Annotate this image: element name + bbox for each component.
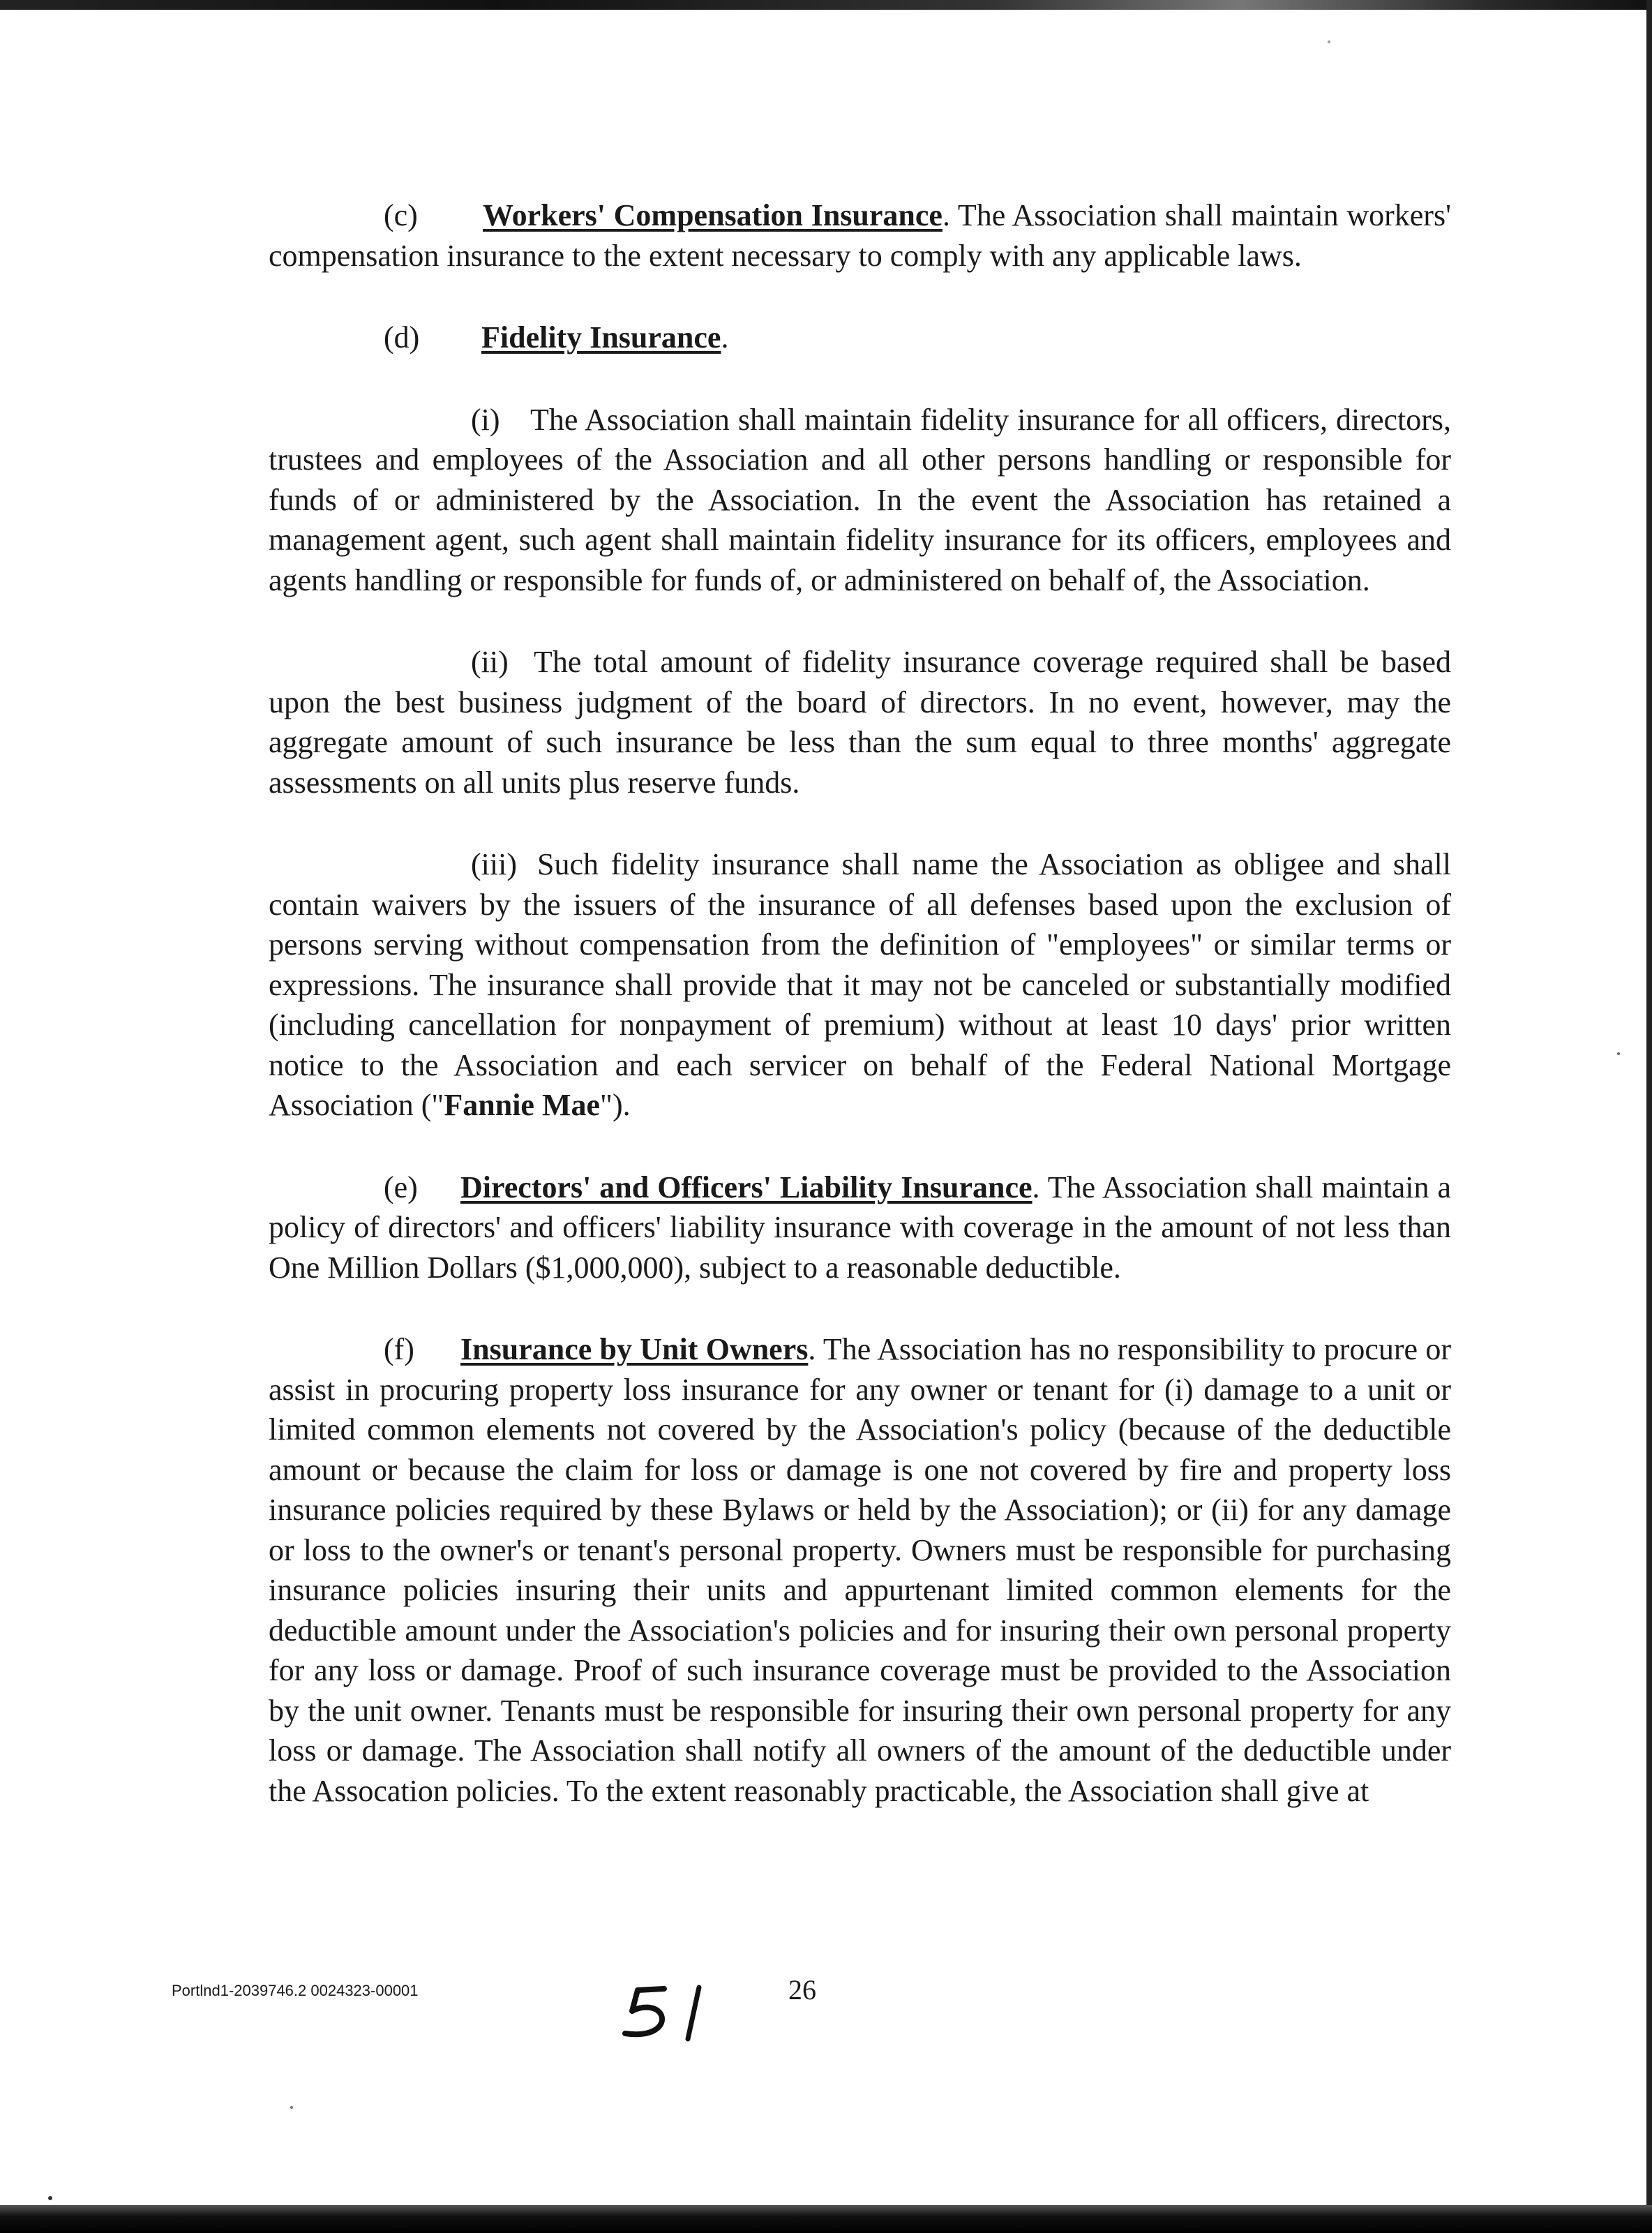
paragraph-f <box>269 1329 1451 1811</box>
paragraph-text: . The Association has no responsibility to procure or assist in procuring property loss insurance for any owner or tenant for (i) damage to a unit or limited common elements not covered by the Association's policy (because of the deductible amount or because the claim for loss or damage is one not covered by fire and property loss insurance policies required by these Bylaws or held by the Association); or (ii) for any damage or loss to the owner's or tenant's personal property. Owners must be responsible for purchasing insurance policies insuring their units and appurtenant limited common elements for the deductible amount under the Association's policies and for insuring their own personal property for any loss or damage. Proof of such insurance coverage must be provided to the Association by the unit owner. Tenants must be responsible for insuring their own personal property for any loss or damage. The Association shall notify all owners of the amount of the deductible under the Assocation policies. To the extent reasonably practicable, the Association shall give at <box>269 1332 1451 1808</box>
document-body <box>269 195 1451 1811</box>
paragraph-c <box>269 195 1451 276</box>
paragraph-text: . The Association shall maintain workers' compensation insurance to the extent necessary to comply with any applicable laws. <box>269 198 1452 273</box>
scan-edge-top <box>0 0 1652 10</box>
paragraph-label: (d) <box>384 320 420 354</box>
paragraph-heading: Insurance by Unit Owners <box>460 1332 809 1366</box>
paragraph-text: . <box>721 320 729 354</box>
handwritten-page-number <box>621 1982 733 2045</box>
paragraph-d-ii <box>269 642 1451 802</box>
paragraph-d-i <box>269 400 1451 601</box>
paragraph-label: (c) <box>384 198 418 232</box>
scan-edge-right <box>1646 0 1652 2233</box>
paragraph-d-iii <box>269 844 1451 1126</box>
paragraph-text: The total amount of fidelity insurance coverage required shall be based upon the best business judgment of the board of directors. In no event, however, may the aggregate amount of such insurance be less than the sum equal to three months' aggregate assessments on all units plus reserve funds. <box>269 645 1451 800</box>
paragraph-d <box>269 318 1451 358</box>
paragraph-label: (e) <box>384 1170 418 1204</box>
scan-edge-bottom <box>0 2205 1652 2233</box>
paragraph-heading: Workers' Compensation Insurance <box>483 198 943 232</box>
paragraph-label: (i) <box>471 402 500 437</box>
paragraph-heading: Directors' and Officers' Liability Insurance <box>460 1170 1032 1204</box>
paragraph-text: . The Association shall maintain a policy of directors' and officers' liability insurance with coverage in the amount of not less than One Million Dollars ($1,000,000), subject to a reasonable deductible. <box>269 1170 1451 1285</box>
paragraph-heading: Fidelity Insurance <box>481 320 721 354</box>
paragraph-text: The Association shall maintain fidelity insurance for all officers, directors, trustees and employees of the Association and all other persons handling or responsible for funds of or administered by the Association. In the event the Association has retained a management agent, such agent shall maintain fidelity insurance for its officers, employees and agents handling or responsible for funds of, or administered on behalf of, the Association. <box>269 402 1451 597</box>
defined-term: Fannie Mae <box>444 1088 601 1122</box>
paragraph-label: (iii) <box>471 847 517 881</box>
footer-document-id: Portlnd1-2039746.2 0024323-00001 <box>172 1982 419 1999</box>
paragraph-e <box>269 1167 1451 1288</box>
paragraph-text: Such fidelity insurance shall name the Association as obligee and shall contain waivers by the issuers of the insurance of all defenses based upon the exclusion of persons serving without compensation from the definition of "employees" or similar terms or expressions. The insurance shall provide that it may not be canceled or substantially modified (including cancellation for nonpayment of premium) without at least 10 days' prior written notice to the Association and each servicer on behalf of the Federal National Mortgage Association (" <box>269 847 1451 1122</box>
paragraph-label: (ii) <box>471 645 509 679</box>
paragraph-text-end: "). <box>600 1088 631 1122</box>
page-number: 26 <box>788 1974 816 2006</box>
paragraph-label: (f) <box>384 1332 414 1366</box>
